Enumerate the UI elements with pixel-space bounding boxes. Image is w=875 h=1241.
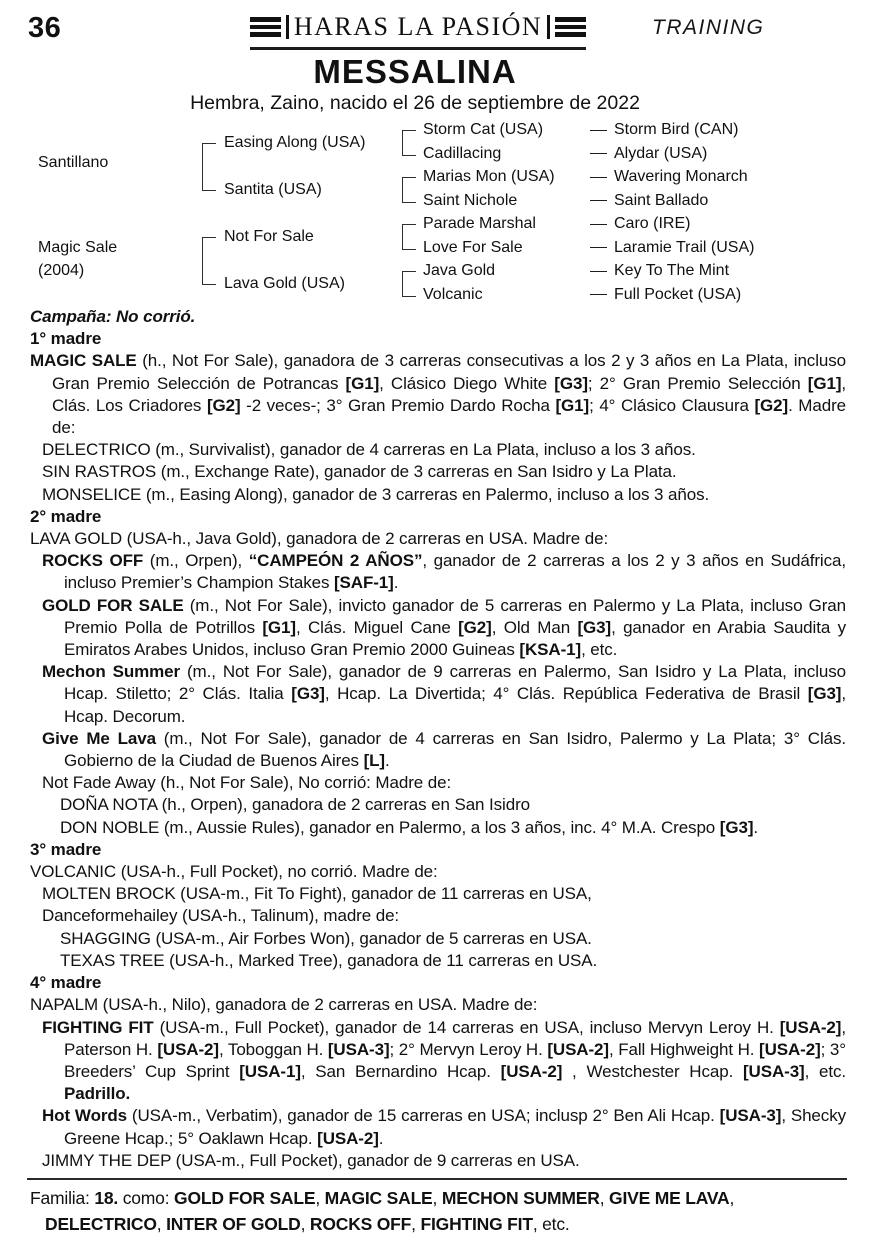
gen3-name: Java Gold (423, 262, 496, 279)
gen2-name: Easing Along (USA) (224, 134, 366, 151)
text-segment: [G3] (291, 684, 325, 704)
pedigree-paragraph (30, 772, 846, 794)
text-segment: (USA-m., Full Pocket), ganador de 14 carreras en USA, incluso Mervyn Leroy H. (159, 1017, 780, 1037)
family-segment: DELECTRICO (45, 1214, 157, 1235)
gen4-row (590, 213, 690, 235)
pedigree-paragraph (30, 928, 846, 950)
text-segment: Hot Words (42, 1106, 132, 1126)
text-segment: [G1] (262, 617, 296, 637)
text-segment: . (385, 751, 390, 771)
text-segment: ; 2° Gran Premio Selección (587, 373, 808, 393)
gen4-name: Storm Bird (CAN) (614, 121, 739, 138)
text-segment: , Clás. Miguel Cane (295, 617, 459, 637)
text-segment: , Westchester Hcap. (562, 1061, 743, 1081)
text-segment: , Clás. Los Criadores (52, 373, 847, 415)
pedigree-paragraph (30, 817, 846, 839)
text-segment: 4° madre (30, 973, 102, 993)
text-segment: [G3] (719, 817, 754, 837)
text-segment: (m., Orpen), (149, 551, 249, 571)
text-segment: -2 veces-; 3° Gran Premio Dardo Rocha (240, 395, 556, 415)
text-segment: , San Bernardino Hcap. (300, 1061, 501, 1081)
text-segment: Campaña: No corrió. (30, 307, 196, 326)
text-segment: [L] (363, 751, 385, 771)
text-segment: MOLTEN BROCK (USA-m., Fit To Fight), ganador de 11 carreras en USA, (42, 884, 592, 904)
section-heading (30, 328, 846, 350)
gen3-name: Love For Sale (423, 238, 523, 256)
gen3-name: Volcanic (423, 285, 483, 303)
text-segment: [G2] (458, 617, 492, 637)
text-segment: [USA-2] (779, 1017, 842, 1037)
text-segment: , Toboggan H. (218, 1039, 328, 1059)
text-segment: [G1] (807, 373, 842, 393)
gen4-row (590, 143, 707, 165)
text-segment: [G1] (555, 395, 590, 415)
text-segment: , Fall Highweight H. (608, 1039, 760, 1059)
text-segment: . (378, 1128, 384, 1148)
pedigree-tree (0, 0, 875, 310)
family-segment: , (300, 1214, 310, 1235)
text-segment: [G1] (345, 373, 380, 393)
text-segment: ; 2° Mervyn Leroy H. (389, 1039, 548, 1059)
dash (590, 130, 607, 131)
family-segment: , (432, 1187, 442, 1208)
dash (590, 153, 607, 154)
text-segment: DON NOBLE (m., Aussie Rules), ganador en Palermo, a los 3 años, inc. 4° M.A. Crespo (60, 817, 720, 837)
pedigree-paragraph (30, 350, 846, 439)
pedigree-paragraph (30, 950, 846, 972)
text-segment: [USA-2] (500, 1061, 563, 1081)
text-segment: [USA-3] (327, 1039, 390, 1059)
gen4-name: Full Pocket (USA) (614, 285, 742, 303)
family-segment: , (729, 1187, 735, 1208)
family-segment: MAGIC SALE (324, 1187, 433, 1208)
pedigree-text (30, 306, 846, 1238)
text-segment: . (753, 817, 759, 837)
dash (590, 177, 607, 178)
gen4-name: Wavering Monarch (614, 168, 748, 185)
horse-name-title: MESSALINA (313, 53, 517, 90)
bracket-gen3 (402, 271, 416, 297)
pedigree-paragraph (30, 1150, 846, 1172)
text-segment: NAPALM (USA-h., Nilo), ganadora de 2 carreras en USA. Madre de: (30, 995, 538, 1015)
text-segment: DELECTRICO (m., Survivalist), ganador de 4 carreras en La Plata, incluso a los 3 años. (42, 440, 696, 460)
text-segment: (m., Not For Sale), ganador de 4 carreras en San Isidro, Palermo y La Plata; 3° Clás. Gobierno de la Ciudad de Buenos Aires (64, 728, 846, 771)
section-heading (30, 972, 846, 994)
gen4-name: Laramie Trail (USA) (614, 238, 755, 256)
bracket-dam (202, 237, 216, 285)
bracket-gen3 (402, 177, 416, 203)
gen4-name: Key To The Mint (614, 262, 730, 279)
text-segment: . Madre de: (52, 395, 846, 438)
text-segment: , etc. (581, 640, 618, 660)
pedigree-paragraph (30, 661, 846, 728)
text-segment: [G2] (206, 395, 241, 415)
pedigree-paragraph (30, 728, 846, 772)
pedigree-paragraph (30, 883, 846, 905)
campaign-line (30, 306, 846, 328)
text-segment: DOÑA NOTA (h., Orpen), ganadora de 2 carreras en San Isidro (60, 795, 531, 815)
text-segment: [USA-2] (759, 1039, 821, 1059)
text-segment: [USA-1] (239, 1061, 301, 1081)
gen4-name: Alydar (USA) (614, 144, 708, 162)
family-segment: , etc. (532, 1214, 570, 1235)
text-segment: , Shecky Greene Hcap.; 5° Oaklawn Hcap. (64, 1106, 846, 1148)
dash (590, 294, 607, 295)
text-segment: [USA-2] (157, 1039, 219, 1059)
gen2-name: Lava Gold (USA) (224, 275, 345, 292)
gen3-name: Storm Cat (USA) (423, 121, 544, 138)
text-segment: Give Me Lava (42, 728, 164, 748)
pedigree-paragraph (30, 905, 846, 927)
text-segment: [SAF-1] (333, 573, 394, 593)
gen3-name: Parade Marshal (423, 215, 536, 232)
text-segment: Mechon Summer (42, 662, 187, 682)
text-segment: , etc. (804, 1061, 847, 1081)
text-segment: VOLCANIC (USA-h., Full Pocket), no corrió. Madre de: (30, 862, 438, 882)
text-segment: [KSA-1] (519, 640, 582, 660)
text-segment: (USA-m., Verbatim), ganador de 15 carreras en USA; inclusp 2° Ben Ali Hcap. (131, 1106, 720, 1126)
text-segment: , Paterson H. (64, 1017, 846, 1059)
pedigree-paragraph (30, 595, 846, 662)
pedigree-paragraph (30, 1017, 846, 1106)
gen3-name: Saint Nichole (423, 191, 518, 209)
gen4-row (590, 119, 738, 141)
text-segment: MAGIC SALE (30, 351, 143, 371)
gen3-name: Cadillacing (423, 144, 502, 162)
gen4-row (590, 237, 754, 259)
text-segment: [USA-3] (719, 1106, 782, 1126)
gen3-name: Marias Mon (USA) (423, 168, 555, 185)
text-segment: . (393, 573, 399, 593)
text-segment: Padrillo. (64, 1084, 131, 1104)
gen4-row (590, 260, 729, 282)
pedigree-paragraph (30, 461, 846, 483)
section-heading (30, 506, 846, 528)
text-segment: [G3] (554, 373, 588, 393)
text-segment: (h., Not For Sale), ganadora de 3 carreras consecutivas a los 2 y 3 años en La Plata, incluso Gran Premio Selección de Potrancas (52, 351, 846, 393)
dash (590, 200, 607, 201)
text-segment: [USA-3] (742, 1061, 805, 1081)
text-segment: “CAMPEÓN 2 AÑOS” (248, 551, 423, 571)
pedigree-paragraph (30, 550, 846, 594)
pedigree-paragraph (30, 528, 846, 550)
pedigree-paragraph (30, 861, 846, 883)
gen4-row (590, 190, 708, 212)
pedigree-paragraph (30, 439, 846, 461)
text-segment: [USA-2] (547, 1039, 609, 1059)
family-segment: GOLD FOR SALE (174, 1187, 316, 1208)
text-segment: [G2] (754, 395, 789, 415)
family-segment: FIGHTING FIT (420, 1214, 533, 1235)
dash (590, 247, 607, 248)
dam-name: Magic Sale (38, 239, 118, 256)
text-segment: Not Fade Away (h., Not For Sale), No corrió: Madre de: (42, 773, 452, 793)
family-segment: ROCKS OFF (309, 1214, 412, 1235)
sire-name: Santillano (38, 154, 109, 171)
family-segment: , (156, 1214, 167, 1235)
gen4-row (590, 166, 748, 188)
text-segment: LAVA GOLD (USA-h., Java Gold), ganadora de 2 carreras en USA. Madre de: (30, 529, 609, 549)
text-segment: 2° madre (30, 506, 102, 526)
text-segment: 1° madre (30, 329, 102, 349)
gen2-name: Santita (USA) (224, 181, 322, 198)
text-segment: GOLD FOR SALE (42, 595, 190, 615)
text-segment: SHAGGING (USA-m., Air Forbes Won), ganador de 5 carreras en USA. (60, 928, 592, 948)
family-segment: 18. (94, 1187, 119, 1208)
bracket-gen3 (402, 130, 416, 156)
gen4-row (590, 284, 741, 306)
pedigree-paragraph (30, 1105, 846, 1149)
family-segment: como: (118, 1187, 175, 1208)
bracket-sire (202, 143, 216, 191)
text-segment: , Hcap. La Divertida; 4° Clás. República Federativa de Brasil (324, 684, 808, 704)
session-label: TRAINING (652, 16, 765, 39)
horse-details-subtitle: Hembra, Zaino, nacido el 26 de septiembre de 2022 (190, 92, 640, 114)
text-segment: FIGHTING FIT (42, 1017, 160, 1037)
text-segment: , Old Man (491, 617, 578, 637)
text-segment: ; 4° Clásico Clausura (589, 395, 755, 415)
text-segment: , ganador en Arabia Saudita y Emiratos Arabes Unidos, incluso Gran Premio 2000 Guineas (64, 617, 846, 660)
dam-year: (2004) (38, 262, 85, 279)
text-segment: [G3] (577, 617, 612, 637)
text-segment: [G3] (807, 684, 842, 704)
family-divider (27, 1178, 847, 1180)
text-segment: [USA-2] (317, 1128, 379, 1148)
text-segment: 3° madre (30, 839, 102, 859)
text-segment: ; 3° Breeders’ Cup Sprint (64, 1039, 846, 1081)
family-segment: , (411, 1214, 421, 1235)
pedigree-paragraph (30, 794, 846, 816)
text-segment: TEXAS TREE (USA-h., Marked Tree), ganadora de 11 carreras en USA. (60, 950, 598, 970)
text-segment: SIN RASTROS (m., Exchange Rate), ganador de 3 carreras en San Isidro y La Plata. (42, 462, 677, 482)
family-segment: INTER OF GOLD (166, 1214, 301, 1235)
text-segment: MONSELICE (m., Easing Along), ganador de 3 carreras en Palermo, incluso a los 3 años. (42, 484, 710, 504)
pedigree-paragraph (30, 484, 846, 506)
text-segment: (m., Not For Sale), invicto ganador de 5 carreras en Palermo y La Plata, incluso Gran Premio Polla de Potrillos (64, 595, 846, 637)
family-segment: , (315, 1187, 325, 1208)
bracket-gen3 (402, 224, 416, 250)
dash (590, 271, 607, 272)
pedigree-paragraph (30, 994, 846, 1016)
page-number: 36 (28, 12, 62, 44)
dash (590, 224, 607, 225)
family-segment: GIVE ME LAVA (609, 1187, 730, 1208)
text-segment: , Hcap. Decorum. (64, 684, 846, 726)
family-segment: Familia: (30, 1187, 95, 1208)
pedigree-paragraphs (30, 306, 846, 1172)
gen4-name: Caro (IRE) (614, 215, 691, 232)
gen4-name: Saint Ballado (614, 191, 709, 209)
text-segment: ROCKS OFF (42, 551, 150, 571)
family-segment: MECHON SUMMER (441, 1187, 600, 1208)
family-line (30, 1185, 846, 1238)
text-segment: Danceformehailey (USA-h., Talinum), madre de: (42, 906, 400, 926)
gen2-name: Not For Sale (224, 228, 314, 245)
text-segment: , ganador de 2 carreras a los 2 y 3 años en Sudáfrica, incluso Premier’s Champion Stakes (64, 551, 846, 593)
text-segment: (m., Not For Sale), ganador de 9 carreras en Palermo, San Isidro y La Plata, incluso Hcap. Stiletto; 2° Clás. Italia (64, 662, 846, 704)
text-segment: , Clásico Diego White (379, 373, 555, 393)
text-segment: JIMMY THE DEP (USA-m., Full Pocket), ganador de 9 carreras en USA. (42, 1150, 580, 1170)
family-segment: , (599, 1187, 610, 1208)
logo-text: HARAS LA PASIÓN (293, 12, 543, 41)
section-heading (30, 839, 846, 861)
